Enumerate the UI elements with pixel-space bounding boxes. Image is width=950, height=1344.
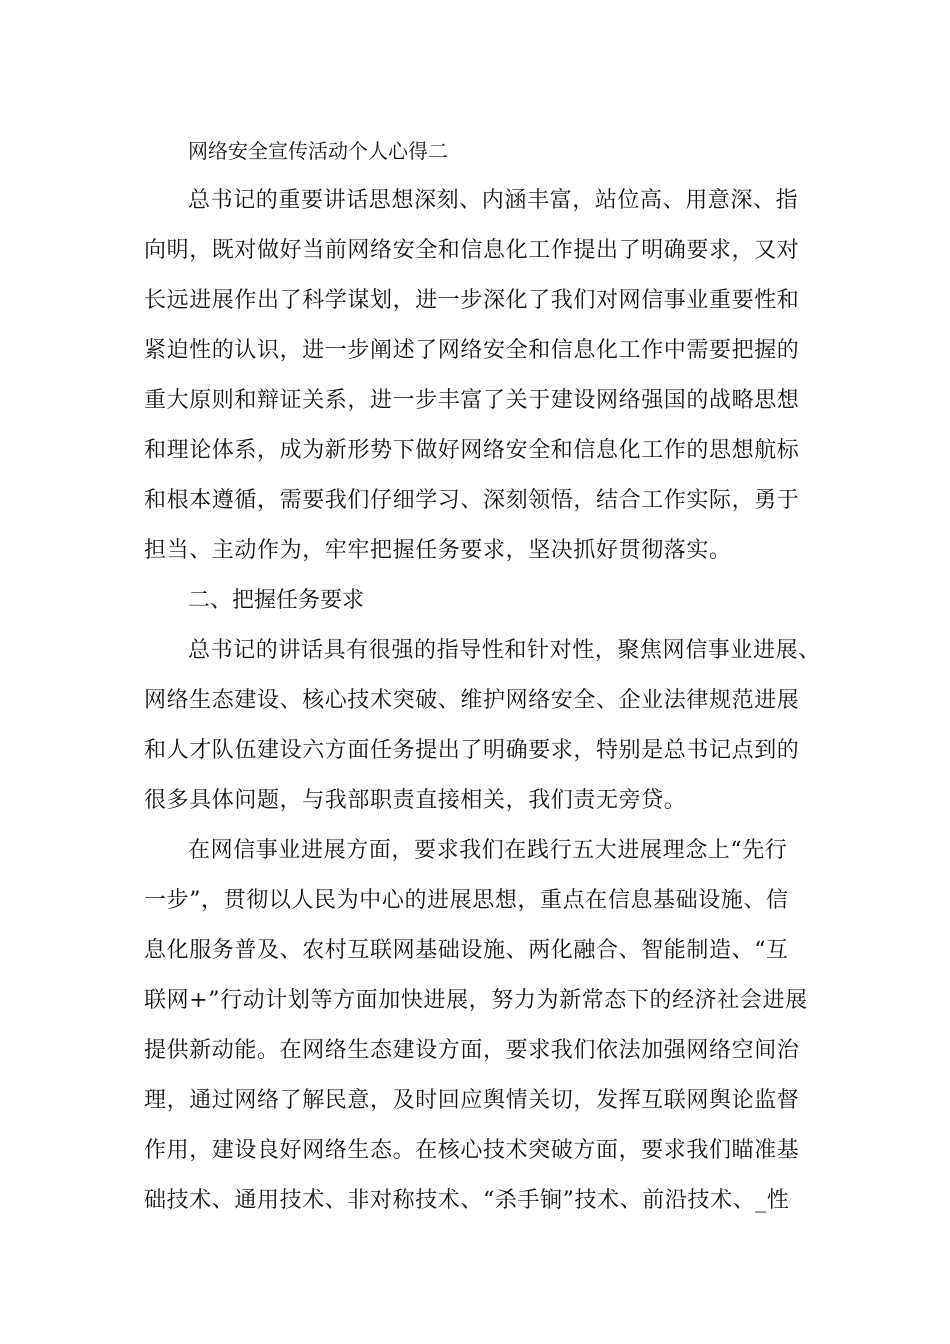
- paragraph-line: 一步”，贯彻以人民为中心的进展思想，重点在信息基础设施、信: [144, 888, 789, 913]
- paragraph-tasks: [144, 626, 824, 826]
- paragraph-line: 长远进展作出了科学谋划，进一步深化了我们对网信事业重要性和: [144, 288, 800, 313]
- paragraph-line: 理，通过网络了解民意，及时回应舆情关切，发挥互联网舆论监督: [144, 1088, 800, 1113]
- paragraph-line: 担当、主动作为，牢牢把握任务要求，坚决抓好贯彻落实。: [144, 538, 732, 563]
- paragraph-line: 紧迫性的认识，进一步阐述了网络安全和信息化工作中需要把握的: [144, 338, 800, 363]
- document-title: 网络安全宣传活动个人心得二: [188, 139, 448, 163]
- paragraph-line: 和理论体系，成为新形势下做好网络安全和信息化工作的思想航标: [144, 438, 800, 463]
- paragraph-line: 在网信事业进展方面，要求我们在践行五大进展理念上“先行: [188, 838, 788, 863]
- paragraph-line: 总书记的讲话具有很强的指导性和针对性，聚焦网信事业进展、: [188, 638, 821, 663]
- paragraph-line: 向明，既对做好当前网络安全和信息化工作提出了明确要求，又对: [144, 238, 800, 263]
- section-heading: 二、把握任务要求: [188, 588, 365, 613]
- paragraph-line: 和人才队伍建设六方面任务提出了明确要求，特别是总书记点到的: [144, 738, 800, 763]
- paragraph-line: 很多具体问题，与我部职责直接相关，我们责无旁贷。: [144, 788, 687, 813]
- paragraph-intro: [144, 176, 824, 576]
- paragraph-line: 联网+”行动计划等方面加快进展，努力为新常态下的经济社会进展: [144, 988, 808, 1013]
- paragraph-line: 重大原则和辩证关系，进一步丰富了关于建设网络强国的战略思想: [144, 388, 800, 413]
- paragraph-development: [144, 826, 824, 1226]
- paragraph-line: 和根本遵循，需要我们仔细学习、深刻领悟，结合工作实际，勇于: [144, 488, 800, 513]
- paragraph-line: 提供新动能。在网络生态建设方面，要求我们依法加强网络空间治: [144, 1038, 800, 1063]
- paragraph-line: 总书记的重要讲话思想深刻、内涵丰富，站位高、用意深、指: [188, 188, 799, 213]
- paragraph-line: 础技术、通用技术、非对称技术、“杀手锏”技术、前沿技术、_性: [144, 1188, 790, 1213]
- paragraph-line: 作用，建设良好网络生态。在核心技术突破方面，要求我们瞄准基: [144, 1138, 800, 1163]
- paragraph-line: 网络生态建设、核心技术突破、维护网络安全、企业法律规范进展: [144, 688, 800, 713]
- document-body: [144, 126, 824, 1226]
- paragraph-line: 息化服务普及、农村互联网基础设施、两化融合、智能制造、“互: [144, 938, 789, 963]
